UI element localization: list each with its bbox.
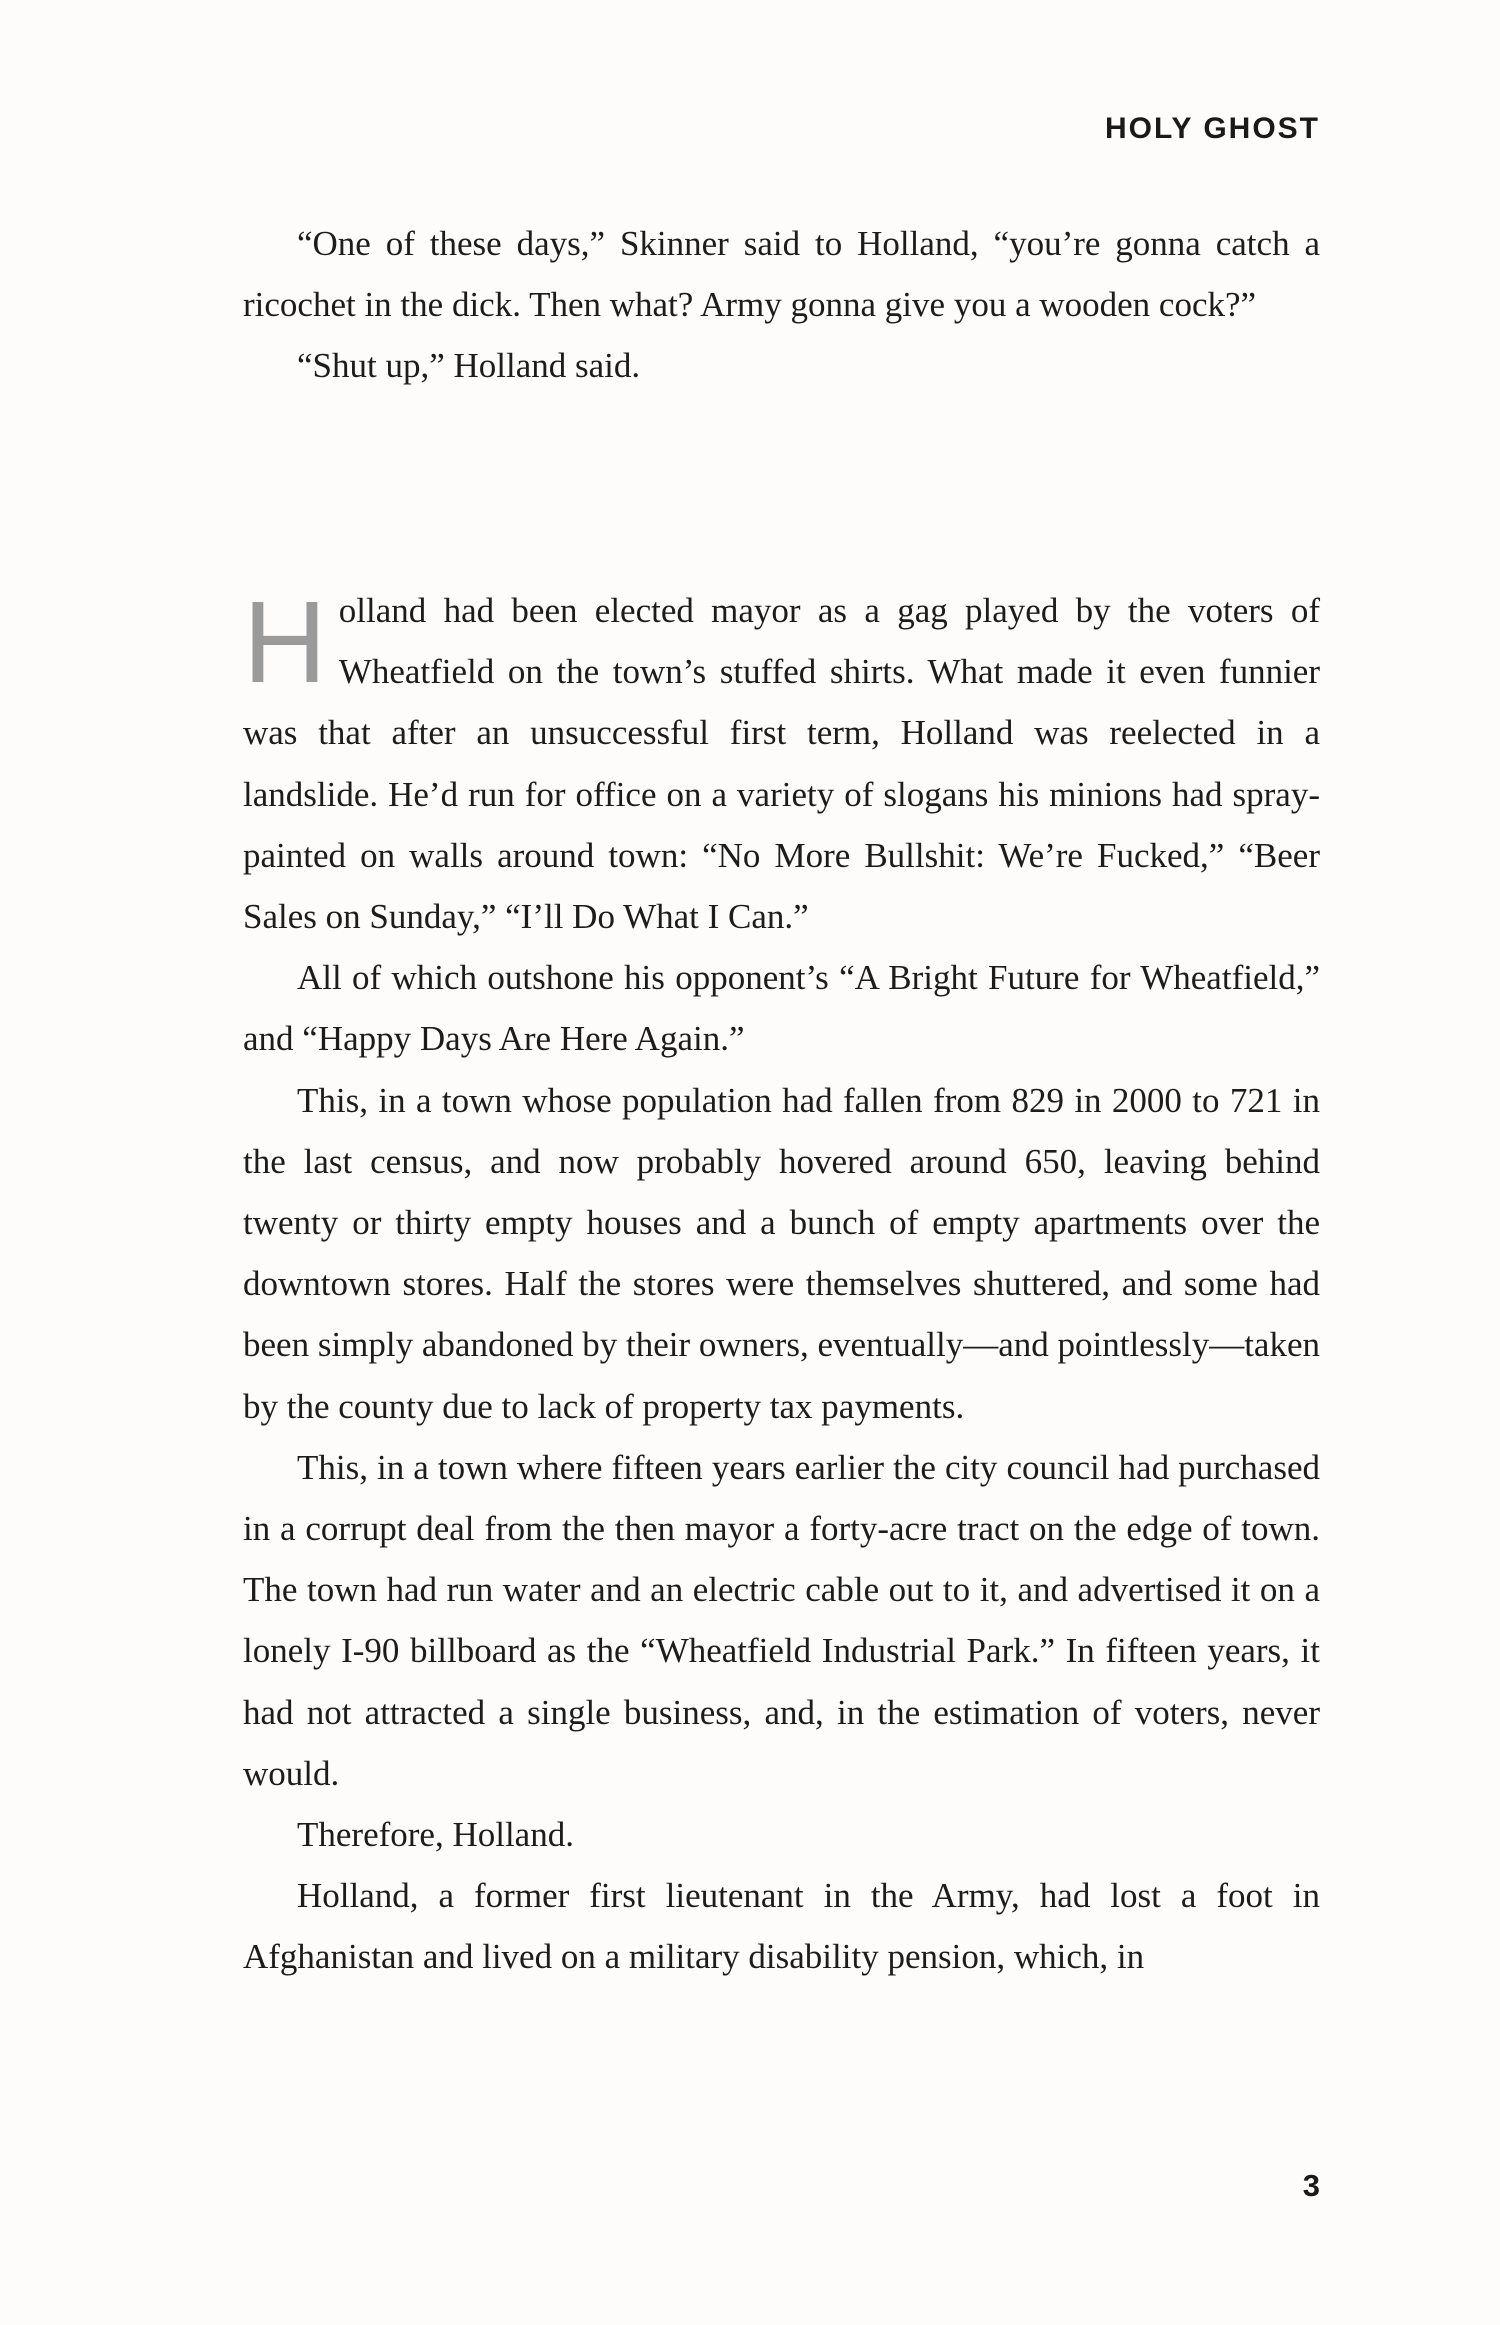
scene-one <box>243 213 1320 397</box>
running-header: HOLY GHOST <box>1104 112 1320 145</box>
page-number: 3 <box>1302 2168 1320 2203</box>
drop-cap: H <box>243 577 327 707</box>
paragraph: “One of these days,” Skinner said to Holland, “you’re gonna catch a ricochet in the dick. Then what? Army gonna give you a wooden cock?” <box>243 224 1320 325</box>
paragraph: Holland, a former first lieutenant in the Army, had lost a foot in Afghanistan and lived on a military disability pension, which, in <box>243 1876 1320 1977</box>
paragraph: This, in a town whose population had fallen from 829 in 2000 to 721 in the last census, and now probably hovered around 650, leaving behind twenty or thirty empty houses and a bunch of empty apartments over the downtown stores. Half the stores were themselves shuttered, and some had been simply abandoned by their owners, eventually—and pointlessly—taken by the county due to lack of property tax payments. <box>243 1080 1320 1426</box>
paragraph: Therefore, Holland. <box>297 1815 574 1855</box>
paragraph: This, in a town where fifteen years earlier the city council had purchased in a corrupt deal from the then mayor a forty-acre tract on the edge of town. The town had run water and an electric cable out to it, and advertised it on a lonely I-90 billboard as the “Wheatfield Industrial Park.” In fifteen years, it had not attracted a single business, and, in the estimation of voters, never would. <box>243 1447 1320 1793</box>
opening-paragraph <box>243 577 1320 947</box>
opening-paragraph-text: olland had been elected mayor as a gag played by the voters of Wheatfield on the town’s stuffed shirts. What made it even funnier was that after an unsuccessful first term, Holland was reelected in a landslide. He’d run for office on a variety of slogans his minions had spray-painted on walls around town: “No More Bullshit: We’re Fucked,” “Beer Sales on Sunday,” “I’ll Do What I Can.” <box>243 591 1320 937</box>
paragraph: “Shut up,” Holland said. <box>297 346 641 386</box>
scene-two <box>243 577 1320 1988</box>
paragraph: All of which outshone his opponent’s “A Bright Future for Wheatfield,” and “Happy Days Are Here Again.” <box>243 958 1320 1059</box>
